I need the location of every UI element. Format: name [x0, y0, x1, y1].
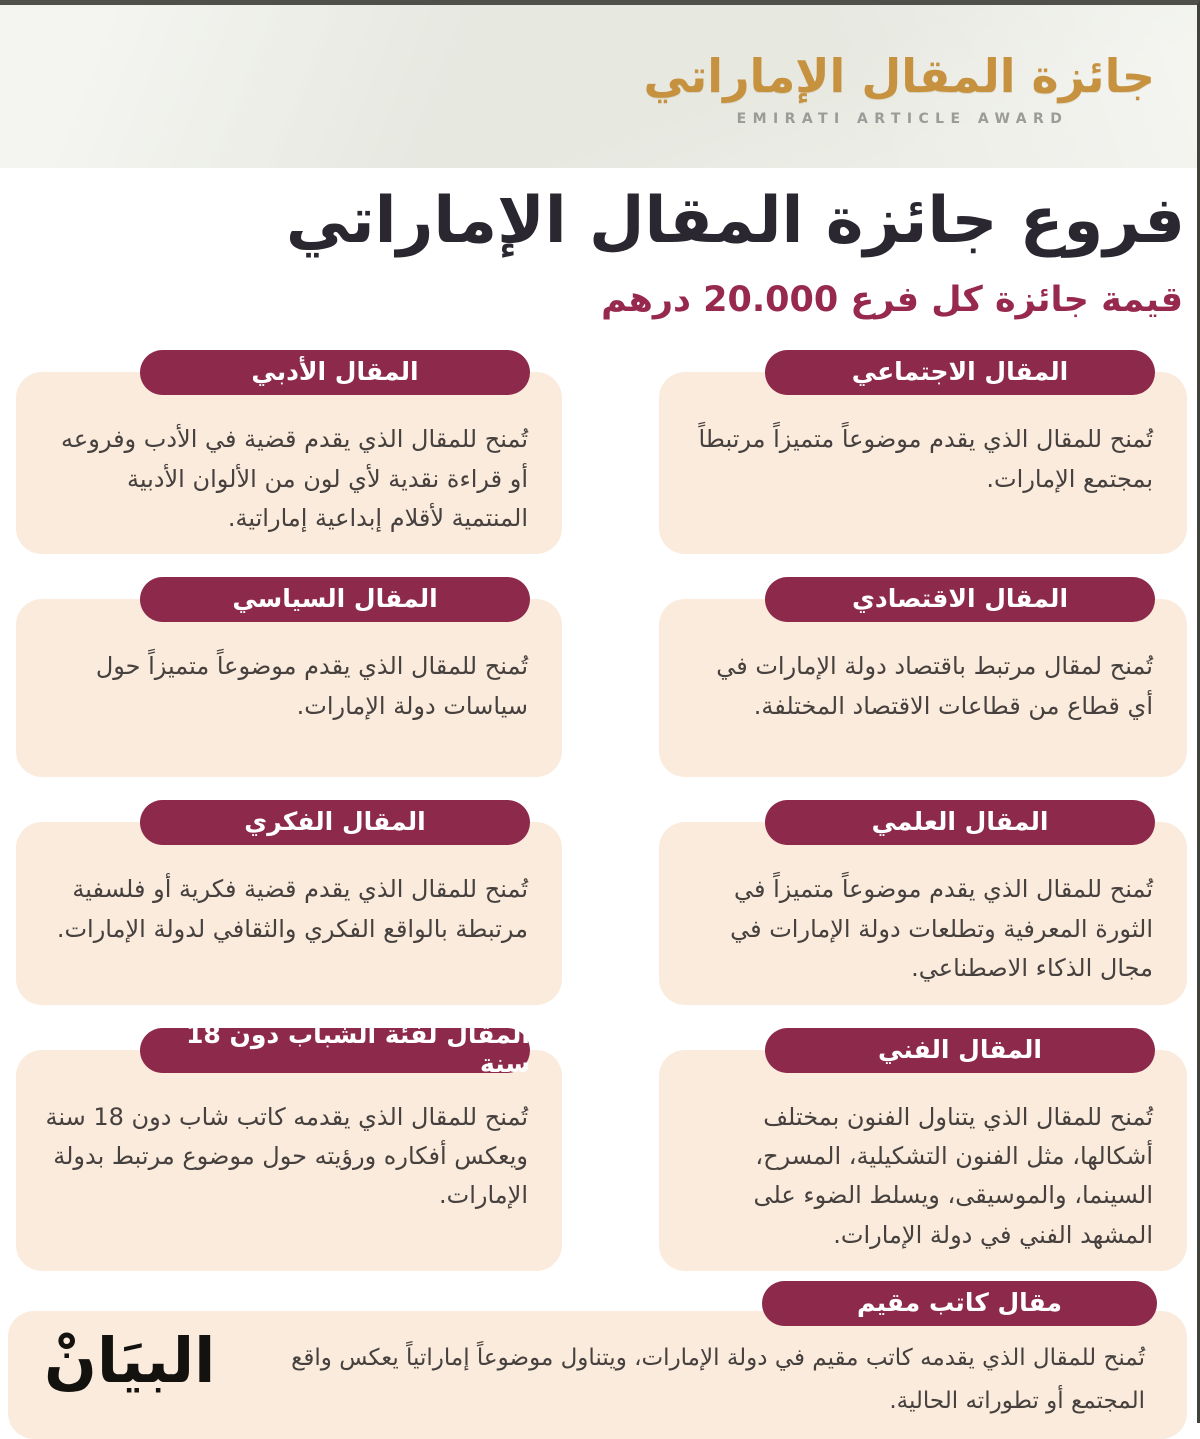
category-card-literary — [16, 357, 562, 554]
award-logo — [643, 50, 1155, 128]
category-description: تُمنح للمقال الذي يقدم موضوعاً متميزاً في الثورة المعرفية وتطلعات دولة الإمارات في مجال الذكاء الاصطناعي. — [730, 875, 1153, 983]
category-card-youth-under-18 — [16, 1020, 562, 1271]
category-title: المقال الاقتصادي — [852, 584, 1069, 614]
category-title: المقال لفئة الشباب دون 18 سنة — [186, 1020, 530, 1079]
category-title-pill — [140, 577, 530, 622]
category-title-pill — [140, 800, 530, 845]
category-title-pill — [140, 350, 530, 395]
category-description: تُمنح للمقال الذي يقدم موضوعاً متميزاً حول سياسات دولة الإمارات. — [95, 652, 528, 720]
al-bayan-newspaper-logo: البيَانْ — [44, 1323, 216, 1397]
category-card-social — [659, 357, 1187, 554]
category-title: مقال كاتب مقيم — [856, 1287, 1063, 1317]
prize-value-subtitle: قيمة جائزة كل فرع 20.000 درهم — [601, 280, 1183, 321]
category-title-pill — [765, 350, 1155, 395]
category-title-pill — [762, 1281, 1157, 1326]
categories-grid — [8, 357, 1187, 1271]
category-card-intellectual — [16, 807, 562, 1004]
category-title: المقال الاجتماعي — [851, 357, 1069, 387]
category-description: تُمنح لمقال مرتبط باقتصاد دولة الإمارات في أي قطاع من قطاعات الاقتصاد المختلفة. — [716, 652, 1153, 720]
award-logo-calligraphy: جائزة المقال الإماراتي — [643, 48, 1155, 103]
category-description: تُمنح للمقال الذي يقدم قضية في الأدب وفروعه أو قراءة نقدية لأي لون من الألوان الأدبية المنتمية لأقلام إبداعية إماراتية. — [61, 425, 528, 533]
category-title-pill — [765, 577, 1155, 622]
category-description: تُمنح للمقال الذي يتناول الفنون بمختلف أشكالها، مثل الفنون التشكيلية، المسرح، السينما، والموسيقى، ويسلط الضوء على المشهد الفني في دولة الإمارات. — [753, 1102, 1153, 1249]
category-title: المقال الفكري — [244, 807, 426, 837]
award-logo-english-caption: EMIRATI ARTICLE AWARD — [736, 111, 1069, 128]
category-card-artistic — [659, 1034, 1187, 1271]
category-card-political — [16, 584, 562, 777]
header-band — [0, 5, 1197, 168]
category-title-pill — [765, 800, 1155, 845]
category-title: المقال الفني — [878, 1034, 1042, 1064]
category-card-scientific — [659, 807, 1187, 1004]
category-title: المقال السياسي — [232, 584, 438, 614]
category-title-pill — [140, 1020, 530, 1079]
category-description: تُمنح للمقال الذي يقدم موضوعاً متميزاً مرتبطاً بمجتمع الإمارات. — [698, 425, 1153, 493]
category-description: تُمنح للمقال الذي يقدمه كاتب شاب دون 18 سنة ويعكس أفكاره ورؤيته حول موضوع مرتبط بدولة الإمارات. — [45, 1102, 528, 1210]
category-card-economic — [659, 584, 1187, 777]
page-title: فروع جائزة المقال الإماراتي — [285, 184, 1185, 258]
category-title: المقال العلمي — [871, 807, 1049, 837]
category-description: تُمنح للمقال الذي يقدم قضية فكرية أو فلسفية مرتبطة بالواقع الفكري والثقافي لدولة الإمارات. — [56, 875, 528, 943]
category-title: المقال الأدبي — [251, 357, 419, 387]
main-content — [0, 178, 1197, 1439]
category-card-resident-writer — [8, 1287, 1187, 1439]
category-description: تُمنح للمقال الذي يقدمه كاتب مقيم في دولة الإمارات، ويتناول موضوعاً إماراتياً يعكس واقع المجتمع أو تطوراته الحالية. — [291, 1344, 1145, 1414]
category-title-pill — [765, 1028, 1155, 1073]
